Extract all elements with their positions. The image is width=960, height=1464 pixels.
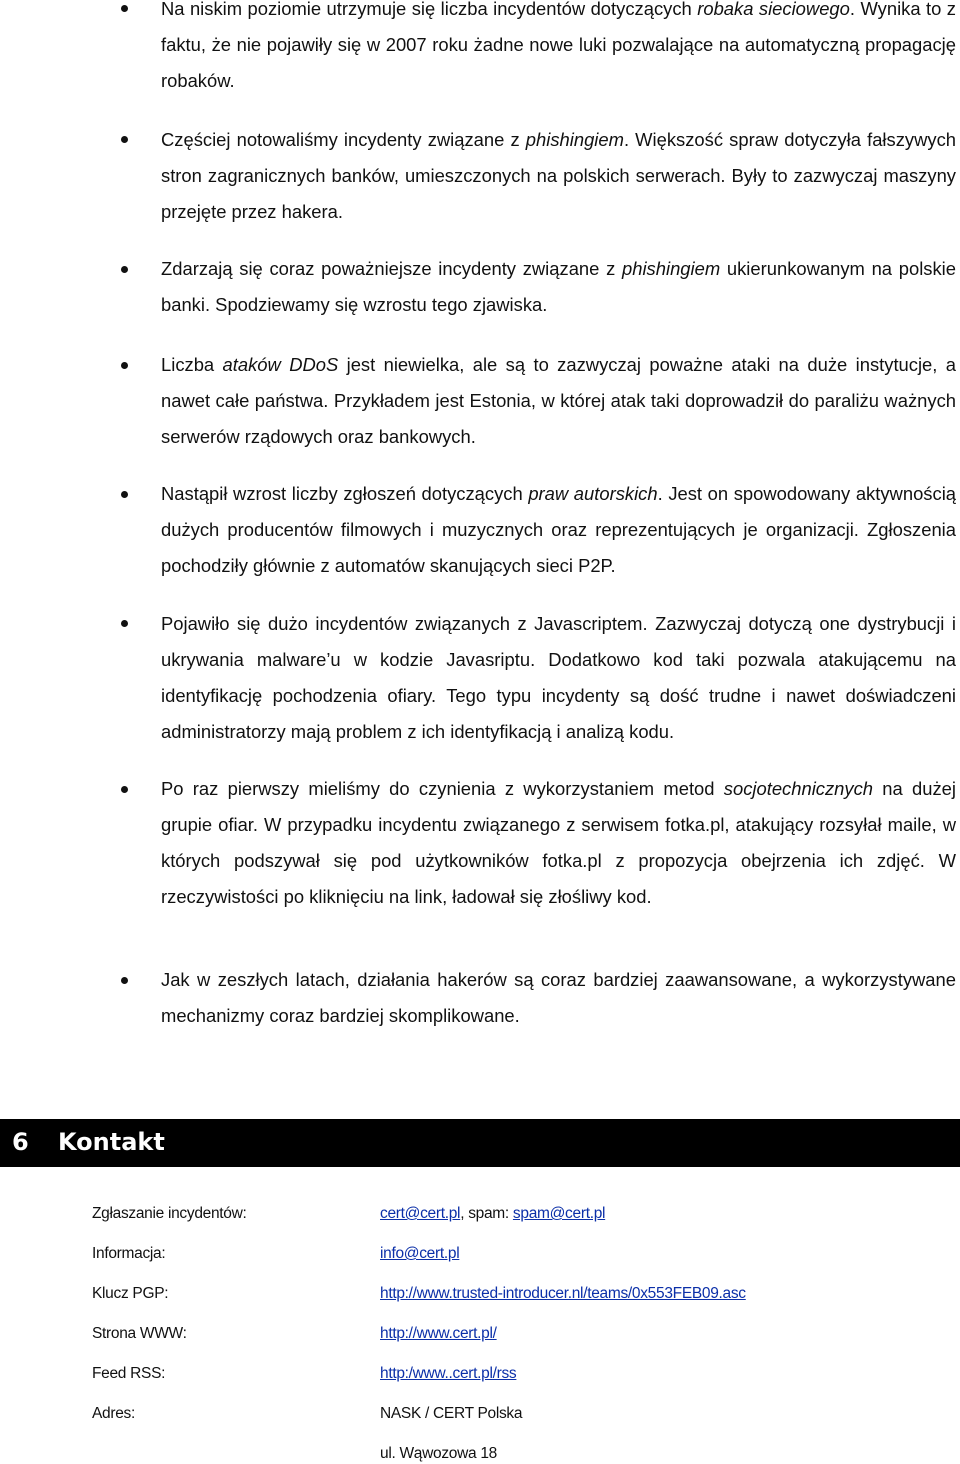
text-run: . Jest on spowodowany aktywnością dużych producentów filmowych i muzycznych oraz reprezentujących je organizacji. Zgłoszenia pochodziły głównie z automatów skanujących sieci P2P. [161, 483, 957, 576]
bullet-text [161, 122, 956, 230]
section-title: Kontakt [58, 1128, 165, 1156]
bullet-dot [121, 491, 128, 498]
text-run: Liczba [161, 354, 223, 375]
emphasis-text: phishingiem [622, 258, 721, 279]
text-run: ukierunkowanym na polskie banki. Spodziewamy się wzrostu tego zjawiska. [161, 258, 956, 315]
text-run: . Wynika to z faktu, że nie pojawiły się w 2007 roku żadne nowe luki pozwalające na automatyczną propagację robaków. [161, 0, 956, 91]
emphasis-text: phishingiem [525, 129, 624, 150]
emphasis-text: socjotechnicznych [723, 778, 874, 799]
bullet-text [161, 251, 956, 323]
emphasis-text: ataków DDoS [222, 354, 339, 375]
text-run: Nastąpił wzrost liczby zgłoszeń dotyczących [161, 483, 529, 504]
spam-email-link[interactable]: spam@cert.pl [512, 1205, 606, 1222]
bullet-dot [121, 786, 128, 793]
incidents-value [380, 1204, 605, 1224]
address-line-1: NASK / CERT Polska [380, 1405, 523, 1422]
bullet-text [161, 476, 956, 584]
rss-label: Feed RSS: [92, 1365, 166, 1382]
bullet-dot [121, 136, 128, 143]
bullet-dot [121, 266, 128, 273]
text-run: Zdarzają się coraz poważniejsze incydenty związane z [161, 258, 623, 279]
text-run: Częściej notowaliśmy incydenty związane z [161, 129, 526, 150]
text-run: Pojawiło się dużo incydentów związanych z Javascriptem. Zazwyczaj dotyczą one dystrybucji i ukrywania malware’u w kodzie Javasriptu. Dodatkowo kod taki pozwala atakującemu na identyfikację pochodzenia ofiary. Tego typu incydenty są dość trudne i nawet doświadczeni administratorzy mają problem z ich identyfikacją i analizą kodu. [161, 613, 956, 742]
emphasis-text: praw autorskich [528, 483, 658, 504]
bullet-text [161, 771, 956, 915]
bullet-dot [121, 5, 128, 12]
info-label: Informacja: [92, 1245, 166, 1262]
www-label: Strona WWW: [92, 1325, 187, 1342]
spam-prefix: , spam: [460, 1205, 513, 1222]
emphasis-text: robaka sieciowego [697, 0, 850, 19]
section-heading [0, 1119, 960, 1167]
bullet-text [161, 962, 956, 1034]
info-email-link[interactable]: info@cert.pl [380, 1245, 460, 1262]
text-run: jest niewielka, ale są to zazwyczaj poważne ataki na duże instytucje, a nawet całe państwa. Przykładem jest Estonia, w której atak taki doprowadził do paraliżu ważnych serwerów rządowych oraz bankowych. [161, 354, 956, 447]
website-link[interactable]: http://www.cert.pl/ [380, 1325, 497, 1342]
bullet-dot [121, 977, 128, 984]
bullet-text [161, 347, 956, 455]
bullet-text [161, 0, 956, 99]
bullet-dot [121, 362, 128, 369]
text-run: Po raz pierwszy mieliśmy do czynienia z wykorzystaniem metod [161, 778, 724, 799]
bullet-dot [121, 620, 128, 627]
text-run: Jak w zeszłych latach, działania hakerów są coraz bardziej zaawansowane, a wykorzystywane mechanizmy coraz bardziej skomplikowane. [161, 969, 956, 1026]
rss-feed-link[interactable]: http:/www..cert.pl/rss [380, 1365, 517, 1382]
text-run: Na niskim poziomie utrzymuje się liczba incydentów dotyczących [161, 0, 698, 19]
pgp-label: Klucz PGP: [92, 1285, 169, 1302]
incidents-label: Zgłaszanie incydentów: [92, 1205, 247, 1222]
address-line-2: ul. Wąwozowa 18 [380, 1445, 497, 1462]
bullet-text [161, 606, 956, 750]
section-number: 6 [12, 1128, 29, 1156]
pgp-key-link[interactable]: http://www.trusted-introducer.nl/teams/0x553FEB09.asc [380, 1285, 746, 1302]
incidents-email-link[interactable]: cert@cert.pl [380, 1205, 461, 1222]
text-run: na dużej grupie ofiar. W przypadku incydentu związanego z serwisem fotka.pl, atakujący rozsyłał maile, w których podszywał się pod użytkowników fotka.pl z propozycja obejrzenia ich zdjęć. W rzeczywistości po kliknięciu na link, ładował się złośliwy kod. [161, 778, 956, 907]
address-label: Adres: [92, 1405, 135, 1422]
text-run: . Większość spraw dotyczyła fałszywych stron zagranicznych banków, umieszczonych na polskich serwerach. Były to zazwyczaj maszyny przejęte przez hakera. [161, 129, 956, 222]
